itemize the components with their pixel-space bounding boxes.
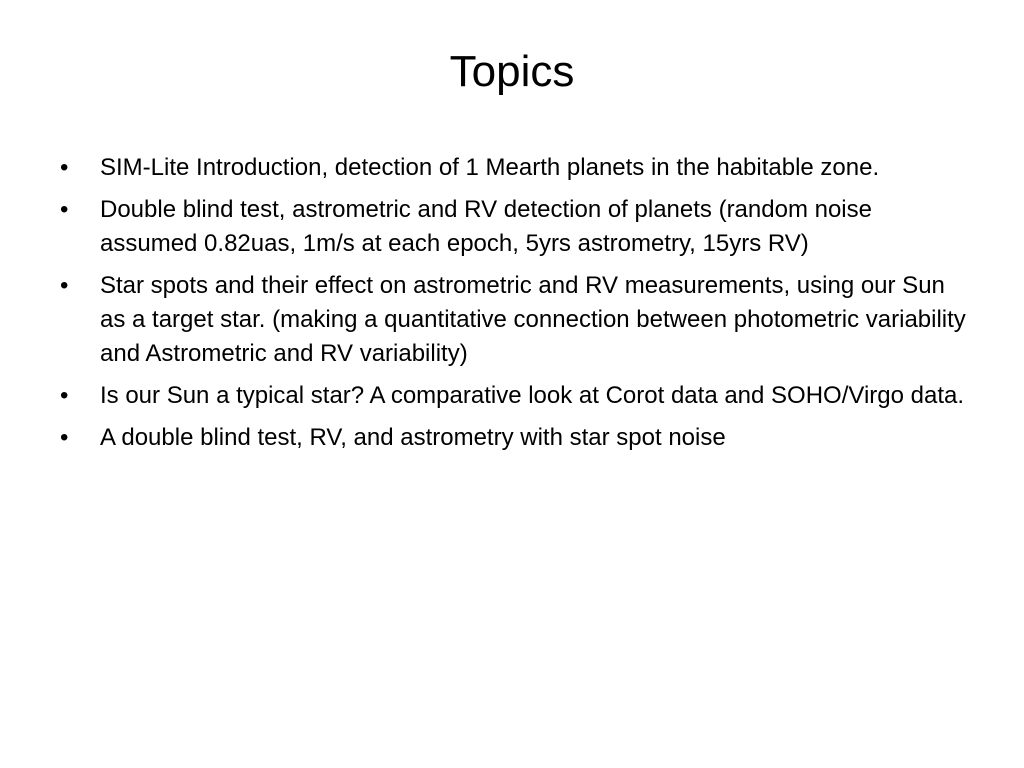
- bullet-item: [60, 151, 970, 185]
- bullet-icon: •: [60, 424, 69, 451]
- slide-title: Topics: [449, 47, 575, 96]
- bullet-icon: •: [60, 154, 69, 181]
- bullet-item: [60, 379, 970, 413]
- bullet-item: [60, 269, 970, 371]
- bullet-list: [60, 151, 970, 463]
- bullet-text: Double blind test, astrometric and RV detection of planets (random noise assumed 0.82uas, 1m/s at each epoch, 5yrs astrometry, 15yrs RV): [100, 196, 872, 257]
- bullet-text: Is our Sun a typical star? A comparative look at Corot data and SOHO/Virgo data.: [100, 382, 965, 409]
- bullet-text: SIM-Lite Introduction, detection of 1 Mearth planets in the habitable zone.: [100, 154, 880, 181]
- bullet-item: [60, 421, 970, 455]
- bullet-icon: •: [60, 382, 69, 409]
- bullet-text: Star spots and their effect on astrometric and RV measurements, using our Sun as a target star. (making a quantitative connection between photometric variability and Astrometric and RV variability): [100, 272, 966, 367]
- bullet-item: [60, 193, 970, 261]
- bullet-text: A double blind test, RV, and astrometry with star spot noise: [100, 424, 726, 451]
- bullet-icon: •: [60, 196, 69, 223]
- bullet-icon: •: [60, 272, 69, 299]
